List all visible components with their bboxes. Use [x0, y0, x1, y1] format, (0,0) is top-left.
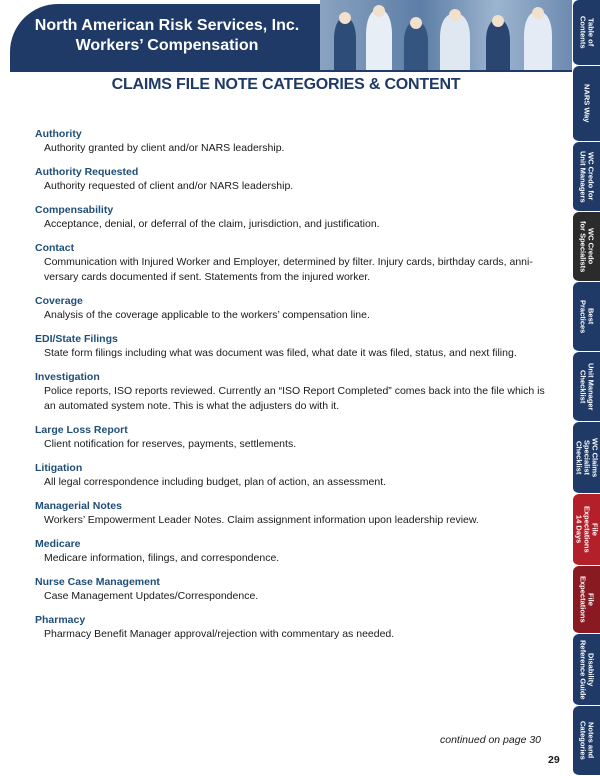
category-title: Large Loss Report	[35, 424, 128, 436]
tab-unit-manager-checklist[interactable]	[573, 352, 600, 422]
tab-best-practices[interactable]	[573, 282, 600, 352]
tab-file-expectations[interactable]	[573, 566, 600, 634]
tab-nars-way[interactable]	[573, 66, 600, 142]
tab-label: Best Practices	[578, 299, 596, 334]
photo-figure	[486, 20, 510, 70]
company-name: North American Risk Services, Inc.	[34, 17, 300, 34]
category-item	[35, 613, 555, 642]
photo-figure	[440, 14, 470, 70]
category-description: Police reports, ISO reports reviewed. Currently an “ISO Report Completed” comes back into the file which is an automated system note. This is what the adjusters do with it.	[44, 385, 545, 412]
tab-label: Unit Manager Checklist	[578, 362, 596, 411]
category-description: All legal correspondence including budget, plan of action, an assessment.	[44, 476, 387, 488]
photo-figure	[524, 12, 552, 70]
category-title: Litigation	[35, 462, 83, 474]
header-photo-collage	[320, 0, 572, 70]
page-number: 29	[548, 754, 560, 766]
photo-figure	[366, 10, 392, 70]
category-item	[35, 203, 555, 232]
category-item	[35, 461, 555, 490]
tab-label: Disability Reference Guide	[578, 639, 596, 700]
tab-label: Notes and Categories	[578, 721, 596, 760]
page-title: CLAIMS FILE NOTE CATEGORIES & CONTENT	[111, 76, 461, 93]
tab-label: Table of Contents	[578, 16, 596, 49]
category-item	[35, 423, 555, 452]
continued-note: continued on page 30	[440, 734, 542, 746]
tab-notes-and-categories[interactable]	[573, 706, 600, 776]
category-description: Case Management Updates/Correspondence.	[44, 590, 259, 602]
photo-figure	[404, 22, 428, 70]
category-item	[35, 165, 555, 194]
category-item	[35, 575, 555, 604]
category-title: Managerial Notes	[35, 500, 122, 512]
tab-wc-claims-specialist-checklist[interactable]	[573, 422, 600, 494]
tab-wc-credo-specialists[interactable]	[573, 212, 600, 282]
tab-label: WC Credo for Unit Managers	[578, 150, 596, 203]
category-item	[35, 241, 555, 285]
category-item	[35, 332, 555, 361]
category-title: Contact	[35, 242, 75, 254]
category-title: Authority Requested	[35, 166, 139, 178]
category-description: Client notification for reserves, payments, settlements.	[44, 438, 297, 450]
tab-label: File Expectations 14 Days	[574, 506, 600, 553]
category-item	[35, 499, 555, 528]
category-title: Pharmacy	[35, 614, 86, 626]
category-item	[35, 370, 555, 414]
category-description: Communication with Injured Worker and Employer, determined by filter. Injury cards, birthday cards, anni-versary cards documented if sent. Statements from the injured worker.	[44, 256, 533, 283]
category-title: Coverage	[35, 295, 83, 307]
category-title: Authority	[35, 128, 82, 140]
header-title	[22, 16, 312, 56]
page-header	[0, 0, 572, 72]
tab-disability-reference-guide[interactable]	[573, 634, 600, 706]
category-description: Authority granted by client and/or NARS leadership.	[44, 142, 285, 154]
category-description: Analysis of the coverage applicable to the workers’ compensation line.	[44, 309, 370, 321]
category-description: Authority requested of client and/or NARS leadership.	[44, 180, 294, 192]
category-description: Acceptance, denial, or deferral of the claim, jurisdiction, and justification.	[44, 218, 380, 230]
category-title: Medicare	[35, 538, 81, 550]
tab-table-of-contents[interactable]	[573, 0, 600, 66]
category-item	[35, 127, 555, 156]
photo-figure-head	[532, 7, 544, 19]
tab-label: File Expectations	[578, 576, 596, 623]
photo-figure-head	[410, 17, 422, 29]
category-description: Pharmacy Benefit Manager approval/rejection with commentary as needed.	[44, 628, 395, 640]
category-title: Investigation	[35, 371, 100, 383]
category-title: Nurse Case Management	[35, 576, 160, 588]
photo-figure-head	[492, 15, 504, 27]
section-tabs	[573, 0, 600, 776]
category-description: Workers’ Empowerment Leader Notes. Claim assignment information upon leadership review.	[44, 514, 479, 526]
category-item	[35, 537, 555, 566]
category-title: Compensability	[35, 204, 114, 216]
tab-wc-credo-unit-managers[interactable]	[573, 142, 600, 212]
tab-label: NARS Way	[582, 84, 592, 123]
header-divider	[10, 70, 572, 72]
photo-figure-head	[373, 5, 385, 17]
category-description: Medicare information, filings, and correspondence.	[44, 552, 280, 564]
photo-figure-head	[449, 9, 461, 21]
tab-file-expectations-14-days[interactable]	[573, 494, 600, 566]
tab-label: WC Credo for Specialists	[578, 220, 596, 273]
category-item	[35, 294, 555, 323]
photo-figure-head	[339, 12, 351, 24]
photo-figure	[334, 18, 356, 70]
category-title: EDI/State Filings	[35, 333, 118, 345]
tab-label: WC Claims Specialist Checklist	[574, 437, 600, 478]
categories-list	[35, 127, 555, 651]
header-subtitle: Workers’ Compensation	[75, 37, 259, 54]
category-description: State form filings including what was document was filed, what date it was filed, status, and next filing.	[44, 347, 517, 359]
